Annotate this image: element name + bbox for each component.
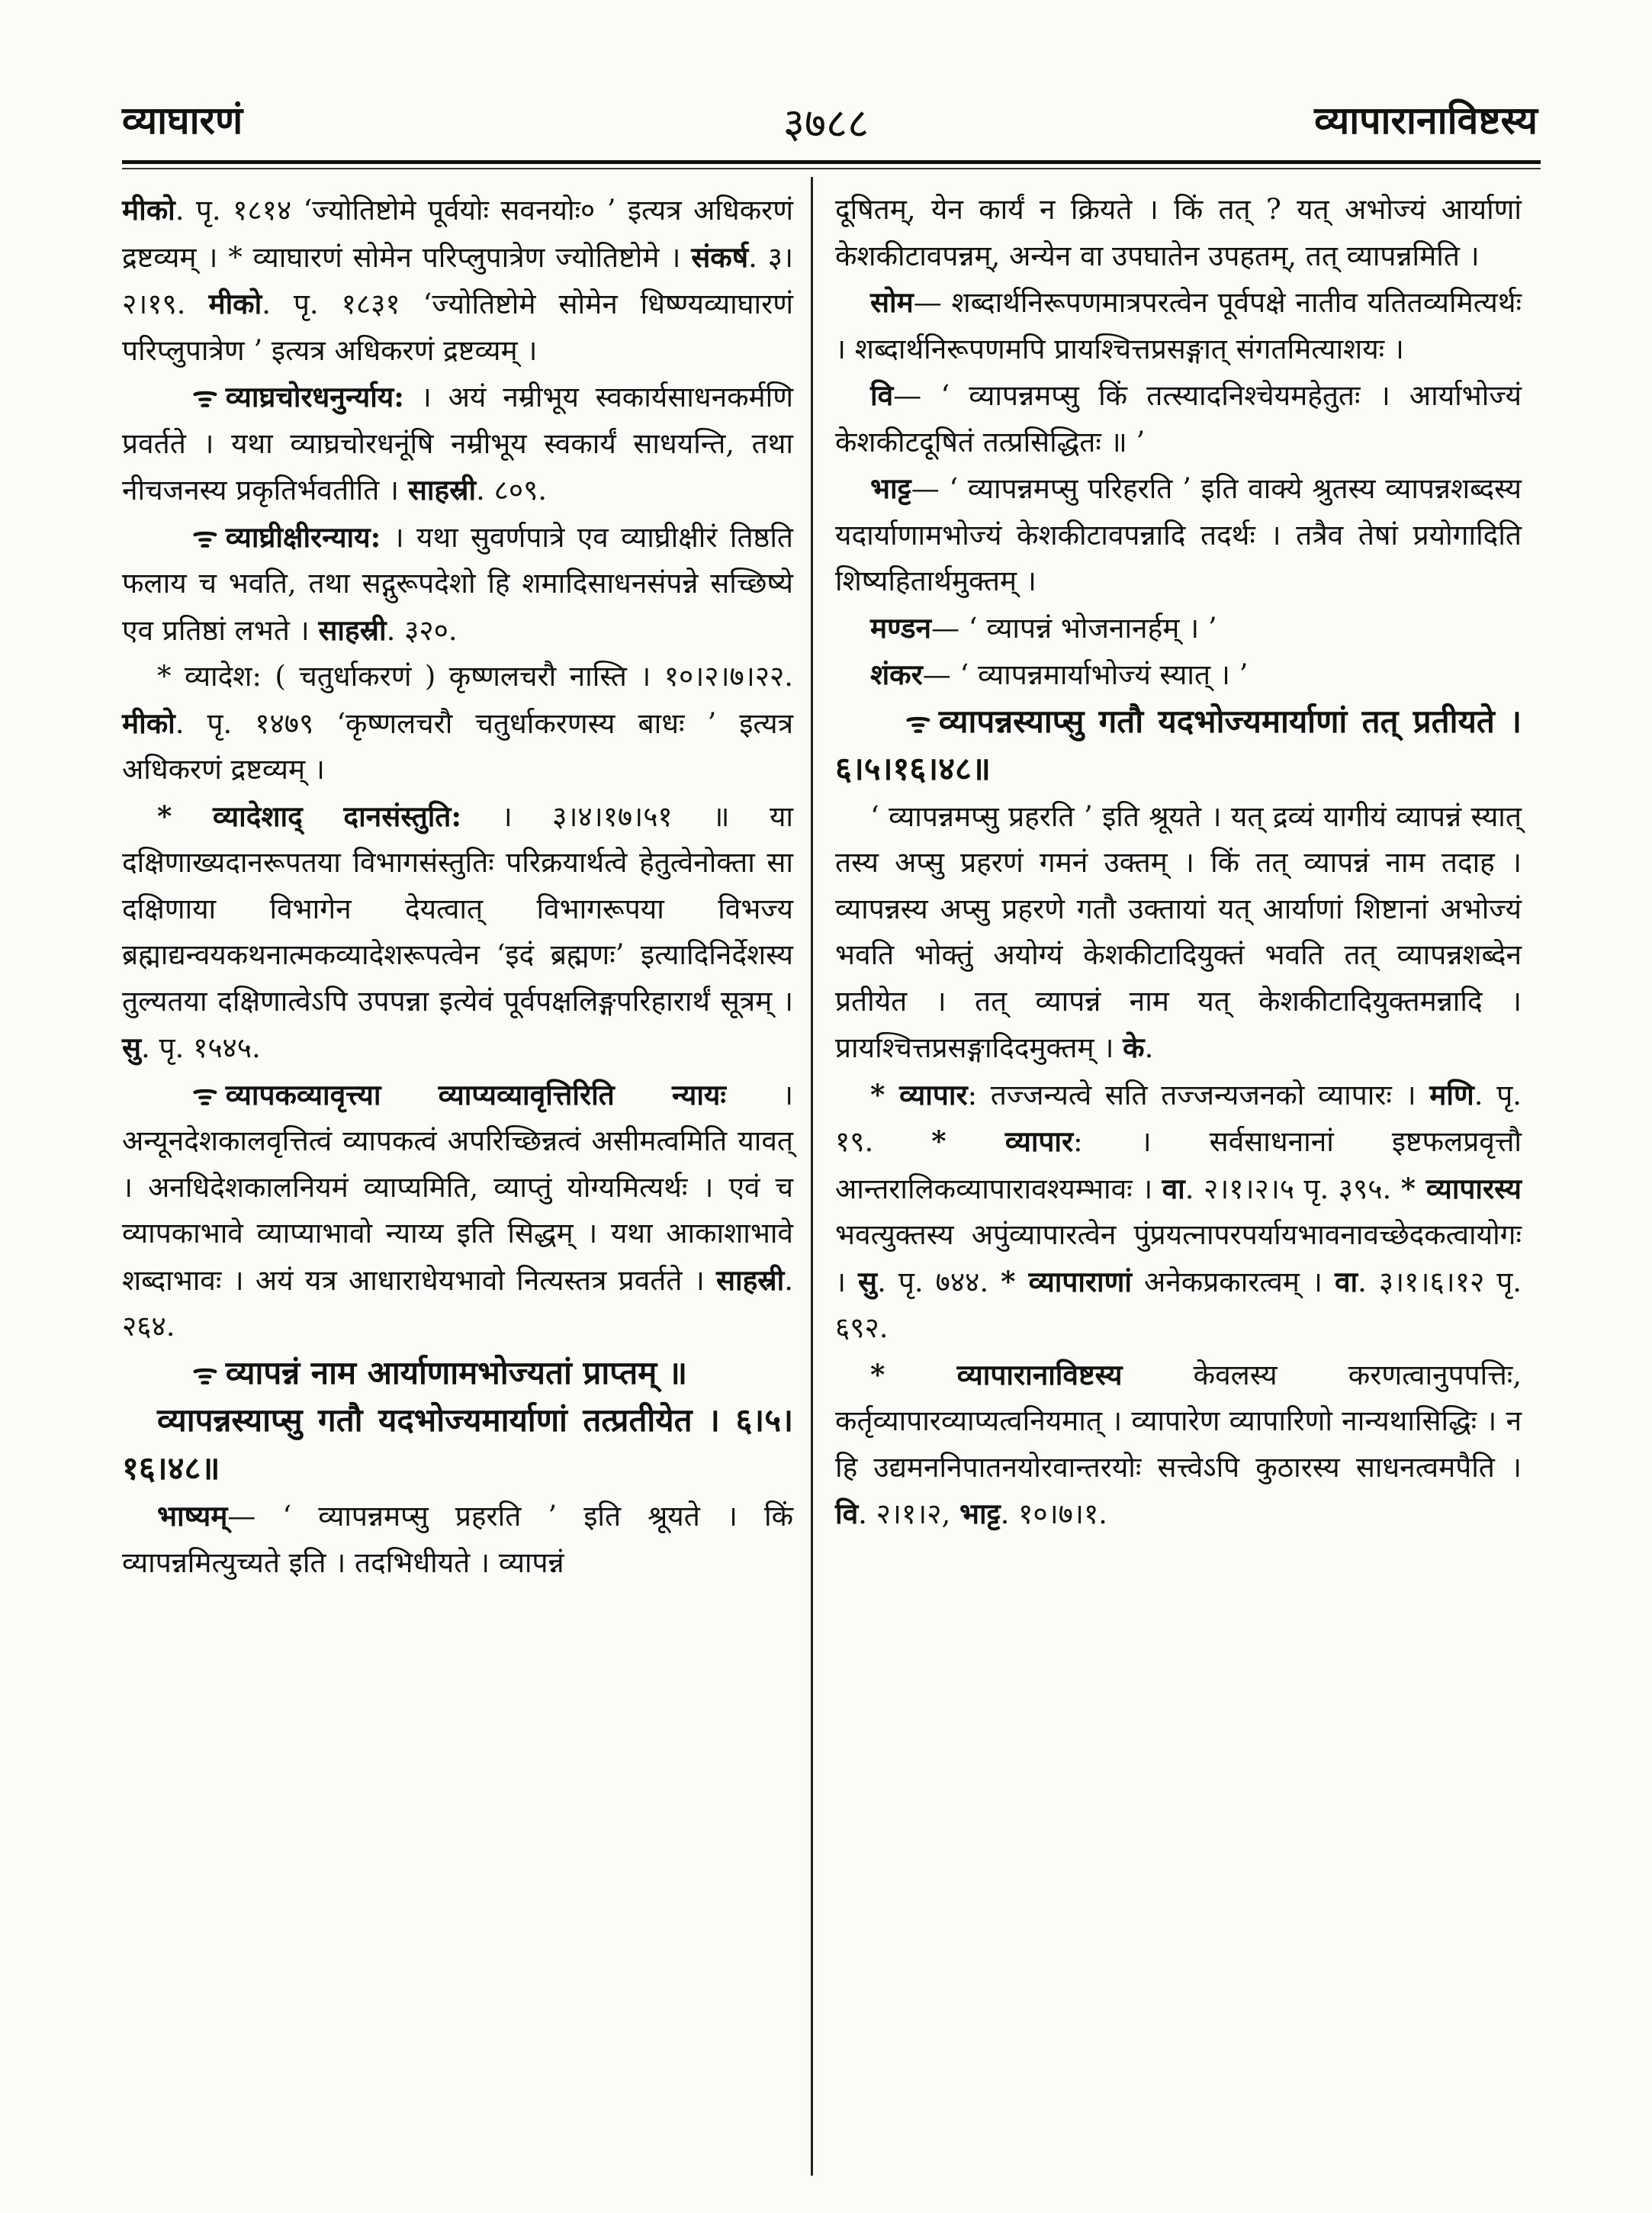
entry-paragraph — [122, 187, 793, 374]
entry-paragraph — [835, 794, 1522, 1072]
entry-text: . पृ. १५४५. — [141, 1031, 261, 1064]
entry-text: । यथा सुवर्णपात्रे एव व्याघ्रीक्षीरं तिष्ठति फलाय च भवति, तथा सद्गुरूपदेशो हि शमादिसाधनसंपन्ने सच्छिष्ये एव प्रतिष्ठां लभते । — [122, 520, 793, 647]
entry-paragraph — [835, 187, 1522, 279]
entry-heading: व्यापन्नस्याप्सु गतौ यदभोज्यमार्याणां तत् प्रतीयते । ६।५।१६।४८॥ — [835, 702, 1522, 787]
entry-text: । अयं नम्रीभूय स्वकार्यसाधनकर्मणि प्रवर्तते । यथा व्याघ्रचोरधनूंषि नम्रीभूय स्वकार्यं साधयन्ति, तथा नीचजनस्य प्रकृतिर्भवतीति । — [122, 381, 793, 507]
entry-marker-icon: ᯤ — [192, 519, 218, 554]
entry-heading: व्यापन्नस्याप्सु गतौ यदभोज्यमार्याणां तत्प्रतीयेत । ६।५।१६।४८॥ — [122, 1401, 793, 1487]
entry-text: . पृ. १९. — [835, 1078, 1522, 1158]
entry-paragraph — [835, 465, 1522, 605]
entry-paragraph — [122, 374, 793, 514]
left-column — [122, 187, 793, 1586]
entry-paragraph — [835, 1352, 1522, 1538]
entry-text: . ३।१।६।१२ पृ. ६९२. — [835, 1265, 1522, 1344]
entry-text: — ‘ व्यापन्नमप्सु परिहरति ’ इति वाक्ये श्रुतस्य व्यापन्नशब्दस्य यदार्याणामभोज्यं केशकीटावपन्नादि तदर्थः । तत्रैव तेषां प्रयोगादिति शिष्यहितार्थमुक्तम् । — [835, 472, 1522, 597]
entry-text: भवत्युक्तस्य अपुंव्यापारत्वेन पुंप्रयत्नापरपर्यायभावनावच्छेदकत्वायोगः । — [835, 1218, 1522, 1298]
entry-paragraph — [835, 372, 1522, 465]
entry-text: * व्यादेश: — [157, 660, 275, 693]
entry-text: । ३।४।१७।५१ ॥ या दक्षिणाख्यदानरूपतया विभागसंस्तुतिः परिक्रयार्थत्वे हेतुत्वेनोक्ता सा दक्षिणाया विभागेन देयत्वात् विभागरूपया विभज्य ब्रह्माद्यन्वयकथनात्मकव्यादेशरूपत्वेन ‘इदं ब्रह्मणः’ इत्यादिनिर्देशस्य तुल्यतया दक्षिणात्वेऽपि उपपन्ना इत्येवं पूर्वपक्षलिङ्गपरिहारार्थं सूत्रम् । — [122, 799, 793, 1018]
entry-heading: मीको — [208, 287, 262, 320]
entry-heading: भाट्ट — [959, 1497, 1001, 1530]
entry-heading: * व्यापारस्य — [1400, 1171, 1522, 1205]
entry-text: ‘ व्यापन्नमप्सु प्रहरति ’ इति श्रूयते । यत् द्रव्यं यागीयं व्यापन्नं स्यात् तस्य अप्सु प्रहरणं गमनं उक्तम् । किं तत् व्यापन्नं नाम तदाह । व्यापन्नस्य अप्सु प्रहरणे गतौ उक्तायां यत् आर्याणां शिष्टानां अभोज्यं भवति भोक्तुं अयोग्यं केशकीटादियुक्तं भवति तत् व्यापन्नशब्देन प्रतीयेत । तत् व्यापन्नं नाम यत् केशकीटादियुक्तमन्नादि । प्रायश्चित्तप्रसङ्गादिदमुक्तम् । — [835, 799, 1522, 1064]
entry-text: — ‘ व्यापन्नं भोजनानर्हम् । ’ — [931, 611, 1217, 645]
entry-heading: व्यापकव्यावृत्त्या व्याप्यव्यावृत्तिरिति न्यायः — [225, 1077, 726, 1111]
entry-text: . २।१।२।५ पृ. ३९५. — [1184, 1172, 1401, 1205]
entry-text: — ‘ व्यापन्नमप्सु प्रहरति ’ इति श्रूयते । किं व्यापन्नमित्युच्यते इति । तदभिधीयते । व्यापन्नं — [122, 1500, 793, 1579]
entry-paragraph — [122, 654, 793, 793]
entry-text: . पृ. १८१४ ‘ज्योतिष्टोमे पूर्वयोः सवनयोः० ’ इत्यत्र अधिकरणं द्रष्टव्यम् । — [122, 194, 793, 274]
entry-paragraph — [122, 1493, 793, 1586]
page-number: ३७८८ — [783, 99, 869, 147]
entry-text: ( चतुर्धाकरणं ) कृष्णलचरौ नास्ति । १०।२।७।२२. — [275, 660, 794, 693]
entry-heading: सु — [858, 1264, 878, 1298]
entry-paragraph — [122, 514, 793, 655]
header-rule — [122, 160, 1541, 164]
entry-text: . ३।२।१९. — [122, 240, 794, 320]
entry-text: — ‘ व्यापन्नमप्सु किं तत्स्यादनिश्चेयमहेतुतः । आर्याभोज्यं केशकीटदूषितं तत्प्रसिद्धितः ॥ ’ — [835, 379, 1522, 458]
entry-text: : । सर्वसाधनानां इष्टफलप्रवृत्तौ आन्तरालिकव्यापारावश्यम्भावः । — [835, 1125, 1522, 1205]
entry-paragraph — [835, 699, 1522, 794]
entry-text: * व्याघारणं सोमेन परिप्लुपात्रेण ज्योतिष्टोमे । — [228, 240, 692, 274]
entry-heading: मीको — [122, 706, 175, 740]
entry-marker-icon: ᯤ — [192, 1077, 218, 1111]
entry-heading: व्याघ्रचोरधनुर्न्याय: — [225, 380, 404, 413]
column-divider — [811, 177, 813, 2176]
entry-paragraph — [835, 1072, 1522, 1352]
entry-text: . पृ. ७४४. — [877, 1265, 1001, 1298]
entry-heading: भाष्यम् — [157, 1499, 228, 1533]
entry-heading: * व्यापारानाविष्टस्य — [870, 1357, 1123, 1391]
entry-marker-icon: ᯤ — [192, 380, 218, 413]
entry-text: . २।१।२, — [858, 1497, 959, 1530]
entry-text: . ८०९. — [476, 474, 548, 507]
entry-paragraph — [122, 1398, 793, 1493]
right-column — [835, 187, 1522, 1538]
entry-paragraph — [835, 605, 1522, 652]
entry-text: : तज्जन्यत्वे सति तज्जन्यजनको व्यापारः । — [967, 1078, 1430, 1111]
entry-paragraph — [122, 1072, 793, 1350]
entry-text: . पृ. १४७९ ‘कृष्णलचरौ चतुर्धाकरणस्य बाधः ’ इत्यत्र अधिकरणं द्रष्टव्यम् । — [122, 706, 793, 786]
entry-heading: मण्डन — [870, 610, 932, 645]
entry-heading: * व्यापार — [931, 1124, 1074, 1158]
entry-paragraph — [122, 1350, 793, 1398]
entry-heading: सोम — [870, 285, 914, 319]
entry-text: — शब्दार्थनिरूपणमात्रपरत्वेन पूर्वपक्षे नातीव यतितव्यमित्यर्थः । शब्दार्थनिरूपणमपि प्रायश्चित्तप्रसङ्गात् संगतमित्याशयः । — [835, 286, 1522, 365]
entry-heading: * व्यादेशाद् दानसंस्तुति: — [157, 799, 462, 833]
entry-heading: वि — [870, 378, 894, 412]
entry-heading: व्यापन्नं नाम आर्याणामभोज्यतां प्राप्तम् ॥ — [225, 1353, 688, 1391]
entry-heading: व्याघ्रीक्षीरन्याय: — [225, 519, 381, 554]
entry-text: . पृ. १८३१ ‘ज्योतिष्टोमे सोमेन धिष्ण्यव्याघारणं परिप्लुपात्रेण ’ इत्यत्र अधिकरणं द्रष्टव्यम् । — [122, 288, 793, 367]
entry-paragraph — [122, 793, 793, 1072]
entry-heading: साहस्री — [318, 613, 387, 647]
header-right-guideword: व्यापारानाविष्टस्य — [1314, 98, 1538, 143]
entry-heading: सु — [122, 1031, 142, 1064]
entry-heading: भाट्ट — [870, 471, 911, 505]
entry-heading: वा — [1162, 1171, 1185, 1205]
header-rule-thin — [122, 168, 1541, 169]
entry-heading: मणि — [1429, 1077, 1474, 1111]
entry-text: . — [1144, 1031, 1154, 1064]
page-header — [0, 0, 1652, 160]
entry-text: अनेकप्रकारत्वम् । — [1131, 1265, 1335, 1298]
entry-heading: साहस्री — [407, 473, 477, 507]
entry-heading: * व्यापाराणां — [1001, 1264, 1132, 1298]
entry-text: . २६४. — [122, 1263, 793, 1343]
entry-text: — ‘ व्यापन्नमार्याभोज्यं स्यात् । ’ — [922, 658, 1249, 691]
entry-heading: के — [1123, 1031, 1145, 1064]
entry-heading: * व्यापार — [870, 1077, 968, 1111]
entry-text: . ३२०. — [386, 613, 458, 647]
entry-text: केवलस्य करणत्वानुपपत्तिः, कर्तृव्यापारव्याप्यत्वनियमात् । व्यापारेण व्यापारिणो नान्यथासिद्धिः । न हि उद्यमननिपातनयोरवान्तरयोः सत्त्वेऽपि कुठारस्य साधनत्वमपैति । — [835, 1358, 1522, 1484]
header-left-guideword: व्याघारणं — [122, 98, 243, 143]
entry-heading: वा — [1334, 1264, 1358, 1298]
entry-heading: शंकर — [870, 658, 923, 691]
entry-text: दूषितम्, येन कार्यं न क्रियते । किं तत् ? यत् अभोज्यं आर्याणां केशकीटावपन्नम्, अन्येन वा उपघातेन उपहतम्, तत् व्यापन्नमिति । — [835, 193, 1522, 272]
entry-heading: साहस्री — [716, 1263, 785, 1297]
entry-paragraph — [835, 279, 1522, 372]
entry-marker-icon: ᯤ — [905, 705, 931, 739]
entry-paragraph — [835, 651, 1522, 699]
entry-text: . १०।७।१. — [1000, 1497, 1107, 1530]
entry-heading: वि — [835, 1497, 859, 1530]
entry-text: । अन्यूनदेशकालवृत्तित्वं व्यापकत्वं अपरिच्छिन्नत्वं असीमत्वमिति यावत् । अनधिदेशकालनियमं व्याप्यमिति, व्याप्तुं योग्यमित्यर्थः । एवं च व्यापकाभावे व्याप्याभावो न्याय्य इति सिद्धम् । यथा आकाशाभावे शब्दाभावः । अयं यत्र आधाराधेयभावो नित्यस्तत्र प्रवर्तते । — [122, 1078, 793, 1297]
entry-heading: मीको — [122, 193, 175, 227]
entry-marker-icon: ᯤ — [192, 1356, 218, 1391]
entry-heading: संकर्ष — [691, 240, 749, 274]
